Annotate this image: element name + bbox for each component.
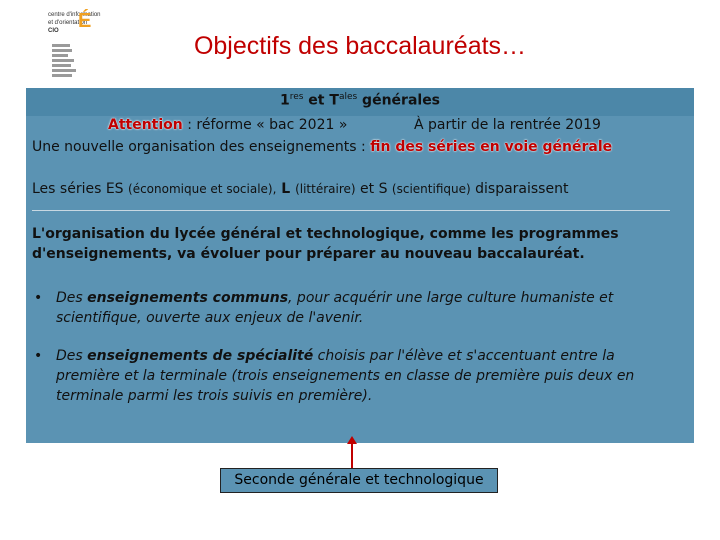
bullet-icon: •	[34, 290, 43, 306]
fin-series-label: fin des séries en voie générale	[370, 139, 613, 155]
header-reform	[108, 117, 347, 133]
header-date: À partir de la rentrée 2019	[414, 117, 601, 133]
divider	[32, 210, 670, 211]
list-item: • Des enseignements de spécialité choisis par l'élève et s'accentuant entre la première et la terminale (trois enseignements en classe de première puis deux en terminale parmi les trois suivis en première).	[34, 348, 635, 404]
header-classes: 1res et $T^{ales}$ générales	[279, 92, 441, 109]
up-arrow-icon	[347, 436, 357, 472]
logo-line-2: et d'orientation	[48, 20, 88, 26]
logo-e-icon: É	[78, 10, 92, 32]
reform-text: : réforme « bac 2021 »	[182, 117, 348, 133]
logo-line-1: centre d'information	[48, 12, 101, 18]
bullet-icon: •	[34, 348, 43, 364]
series-disappear-line: Les séries ES (économique et sociale), L (littéraire) et S (scientifique) disparaissent	[32, 181, 569, 197]
organisation-paragraph: L'organisation du lycée général et technologique, comme les programmes d'enseignements, va évoluer pour préparer au nouveau baccalauréat.	[32, 226, 619, 262]
page-title: Objectifs des baccalauréats…	[193, 32, 527, 60]
bullet-list	[32, 288, 678, 424]
attention-label: Attention	[108, 117, 183, 133]
header-organisation: Une nouvelle organisation des enseignements : fin des séries en voie générale	[32, 139, 613, 155]
logo-line-3: CIO	[48, 28, 59, 34]
seconde-box: Seconde générale et technologique	[220, 468, 498, 493]
list-item: • Des enseignements communs, pour acquérir une large culture humaniste et scientifique, ouverte aux enjeux de l'avenir.	[34, 290, 614, 326]
